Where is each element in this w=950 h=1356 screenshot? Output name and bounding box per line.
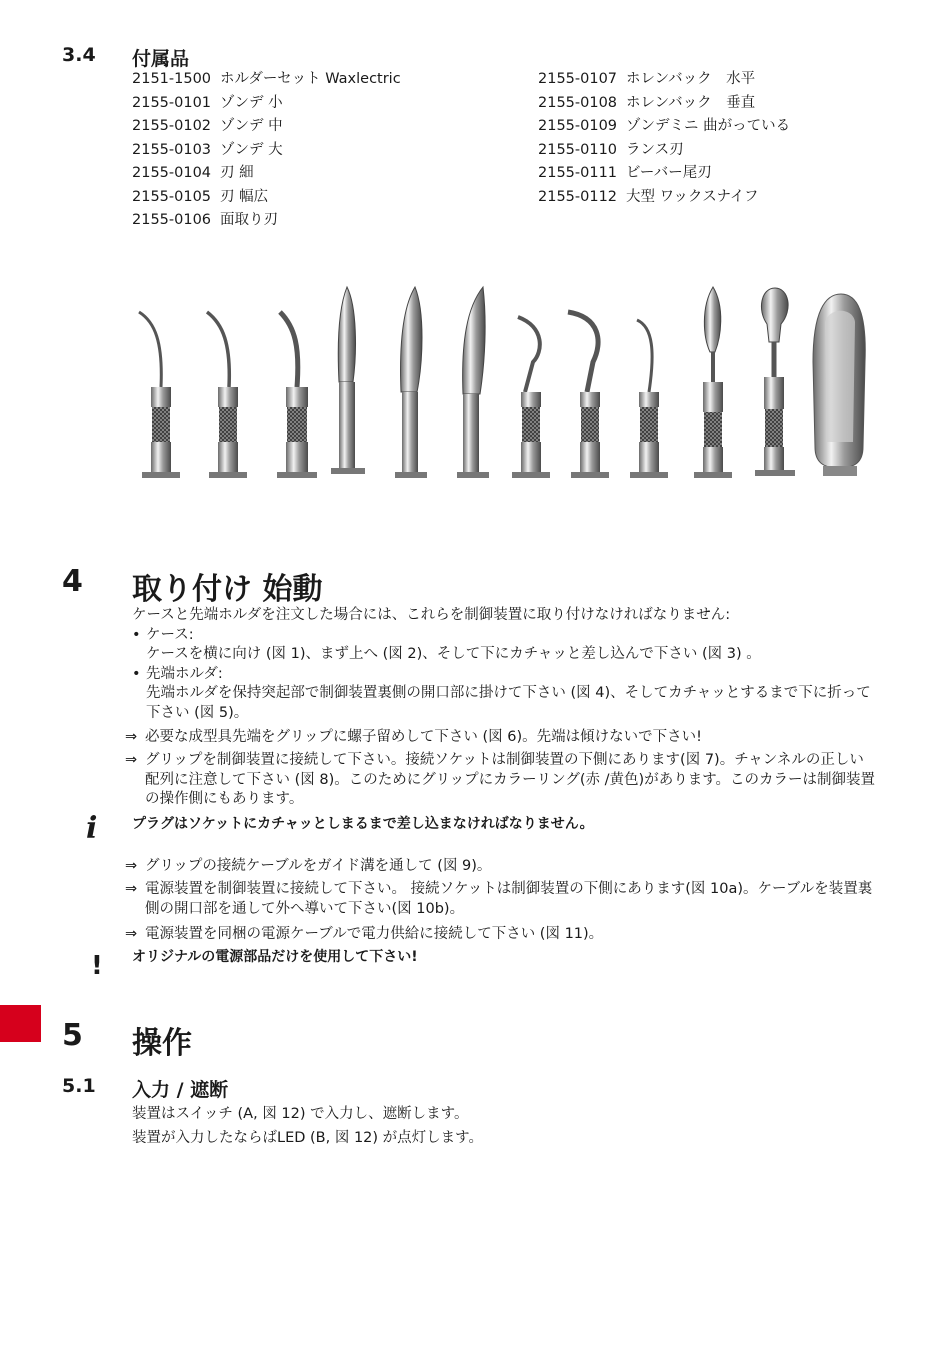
list-item: 2155-0106 面取り刃 (132, 212, 278, 228)
list-item: 2155-0104 刃 細 (132, 165, 254, 181)
power-switch-text: 装置はスイッチ (A, 図 12) で入力し、遮断します。 (132, 1106, 469, 1122)
holder-label: 先端ホルダ: (146, 665, 223, 682)
section-4-number: 4 (62, 564, 83, 599)
bullet-dot: • (132, 626, 141, 643)
info-note: プラグはソケットにカチャッとしまるまで差し込まなければなりません。 (132, 816, 594, 832)
accessory-list-left (132, 68, 401, 233)
arrow-icon: ⇒ (125, 752, 138, 768)
chapter-tab-marker (0, 1005, 41, 1042)
list-item: 2155-0101 ゾンデ 小 (132, 94, 283, 111)
list-item: 2151-1500 ホルダーセット Waxlectric (132, 71, 401, 87)
list-item: 2155-0109 ゾンデミニ 曲がっている (538, 118, 791, 134)
section-5-title: 操作 (132, 1026, 192, 1061)
section-5-number: 5 (62, 1018, 83, 1053)
section-5-1-text (132, 1102, 877, 1150)
list-item: 2155-0103 ゾンデ 大 (132, 141, 283, 158)
section-5-1-title: 入力 / 遮断 (132, 1079, 229, 1101)
tool-probe-large (277, 312, 317, 478)
step-connect-power-unit: ⇒ 電源装置を制御装置に接続して下さい。 接続ソケットは制御装置の下側にあります(図 10a)。ケーブルを装置裏側の開口部を通して外へ導いて下さい(図 10b)。 (125, 881, 873, 917)
step-power-cable: ⇒ 電源装置を同梱の電源ケーブルで電力供給に接続して下さい (図 11)。 (125, 925, 877, 945)
step-cable-guide: ⇒ グリップの接続ケーブルをガイド溝を通して (図 9)。 (125, 857, 877, 877)
tool-probe-mini-curved (630, 320, 668, 478)
tool-large-wax-knife (813, 294, 865, 476)
tool-hollenback-horizontal (512, 317, 550, 478)
section-3-4-number: 3.4 (62, 44, 96, 66)
case-text: ケースを横に向け (図 1)、まず上へ (図 2)、そして下にカチャッと差し込んで下さい (図 3) 。 (146, 646, 761, 662)
arrow-icon: ⇒ (125, 926, 138, 942)
list-item: 2155-0105 刃 幅広 (132, 188, 269, 205)
holder-item (132, 665, 877, 724)
list-item: 2155-0110 ランス刃 (538, 141, 684, 158)
list-item: 2155-0108 ホレンバック 垂直 (538, 94, 756, 111)
bullet-dot: • (132, 665, 141, 682)
step-screw-tip: ⇒ 必要な成型具先端をグリップに螺子留めして下さい (図 6)。先端は傾けないで下さい! (125, 728, 877, 748)
section-4-intro-block (132, 606, 877, 723)
tool-chamfer-blade (457, 287, 489, 478)
section-5-1-number: 5.1 (62, 1075, 96, 1097)
warning-icon: ! (91, 951, 103, 981)
case-label: ケース: (146, 626, 194, 643)
section-3-4-title: 付属品 (132, 48, 190, 70)
arrow-icon: ⇒ (125, 729, 138, 745)
tool-blade-wide (395, 287, 427, 478)
tool-probe-small (139, 312, 180, 478)
tool-blade-narrow (331, 287, 365, 474)
list-item: 2155-0112 大型 ワックスナイフ (538, 188, 759, 205)
tool-lance-blade (694, 287, 732, 478)
step-connect-grip: ⇒ グリップを制御装置に接続して下さい。接続ソケットは制御装置の下側にあります(図 7)。チャンネルの正しい配列に注意して下さい (図 8)。このためにグリップにカラーリング(赤 /黄色)があります。このカラーは制御装置の操作側にもあります。 (125, 752, 876, 807)
tool-beaver-tail (755, 288, 795, 476)
arrow-icon: ⇒ (125, 881, 138, 897)
list-item: 2155-0102 ゾンデ 中 (132, 118, 283, 134)
case-item (132, 626, 877, 665)
holder-text: 先端ホルダを保持突起部で制御装置裏側の開口部に掛けて下さい (図 4)、そしてカチャッとするまで下に折って下さい (図 5)。 (146, 685, 871, 721)
info-icon: i (86, 811, 98, 846)
warning-note: オリジナルの電源部品だけを使用して下さい! (132, 949, 418, 965)
section-4-title: 取り付け 始動 (132, 572, 323, 607)
led-text: 装置が入力したならばLED (B, 図 12) が点灯します。 (132, 1130, 484, 1146)
wax-tool-tips-photo (125, 282, 875, 487)
list-item: 2155-0107 ホレンバック 水平 (538, 71, 756, 87)
accessory-list-right (538, 68, 790, 209)
intro-text: ケースと先端ホルダを注文した場合には、これらを制御装置に取り付けなければなりません: (132, 607, 731, 623)
tool-probe-medium (207, 312, 247, 478)
tool-hollenback-vertical (568, 312, 609, 478)
list-item: 2155-0111 ビーバー尾刃 (538, 165, 712, 181)
arrow-icon: ⇒ (125, 858, 138, 874)
